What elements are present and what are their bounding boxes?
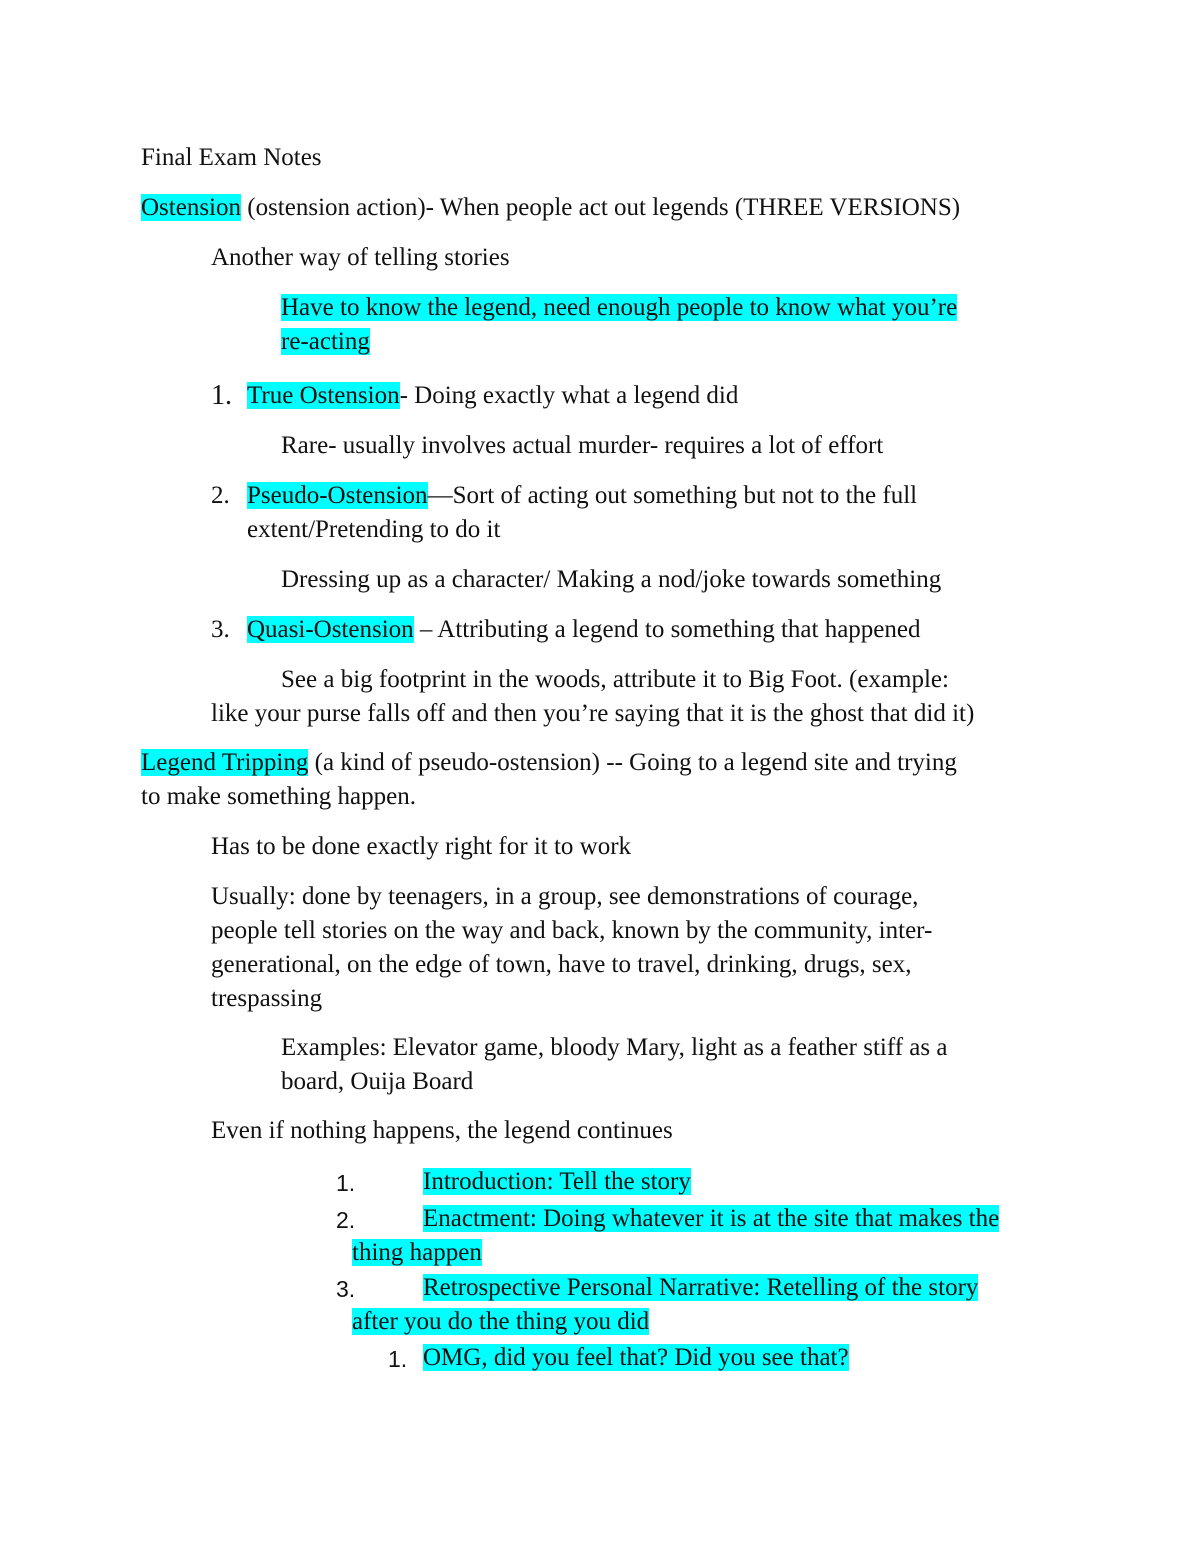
- pseudo-ostension-line-2: extent/Pretending to do it: [247, 516, 501, 543]
- ostension-definition: (ostension action)- When people act out legends (THREE VERSIONS): [241, 194, 961, 221]
- quasi-ostension-term: Quasi-Ostension: [247, 616, 414, 643]
- legend-tripping-term: Legend Tripping: [141, 749, 309, 776]
- usually-line: people tell stories on the way and back, known by the community, inter-: [211, 917, 933, 944]
- usually-line: Usually: done by teenagers, in a group, see demonstrations of courage,: [211, 883, 919, 910]
- legend-tripping-heading: Legend Tripping (a kind of pseudo-ostension) -- Going to a legend site and trying: [141, 749, 957, 776]
- legend-tripping-heading-line-2: to make something happen.: [141, 783, 416, 810]
- stage-enactment-line-1: Enactment: Doing whatever it is at the site that makes the: [423, 1205, 1000, 1232]
- stage-number: 2.: [336, 1207, 356, 1233]
- stage-enactment-line-2: thing happen: [352, 1239, 482, 1266]
- list-number: 3.: [211, 616, 230, 643]
- usually-line: generational, on the edge of town, have to travel, drinking, drugs, sex,: [211, 951, 912, 978]
- usually-line: trespassing: [211, 985, 323, 1012]
- pseudo-ostension-term: Pseudo-Ostension: [247, 482, 428, 509]
- true-ostension-detail: Rare- usually involves actual murder- requires a lot of effort: [281, 432, 884, 459]
- stage-number: 3.: [336, 1276, 356, 1302]
- true-ostension-item: True Ostension- Doing exactly what a legend did: [247, 382, 739, 409]
- list-number: 1.: [211, 380, 232, 411]
- quasi-ostension-detail-line-2: like your purse falls off and then you’re saying that it is the ghost that did it): [211, 700, 975, 727]
- page-title: Final Exam Notes: [141, 144, 322, 171]
- examples-line-1: Examples: Elevator game, bloody Mary, light as a feather stiff as a: [281, 1034, 948, 1061]
- ostension-highlight-line-1: Have to know the legend, need enough people to know what you’re: [281, 294, 958, 321]
- quasi-ostension-item: Quasi-Ostension – Attributing a legend to something that happened: [247, 616, 921, 643]
- legend-tripping-note: Has to be done exactly right for it to work: [211, 833, 632, 860]
- ostension-heading: [141, 191, 960, 225]
- pseudo-ostension-item: Pseudo-Ostension—Sort of acting out something but not to the full: [247, 482, 918, 509]
- sub-stage-number: 1.: [388, 1346, 408, 1372]
- examples-line-2: board, Ouija Board: [281, 1068, 474, 1095]
- stage-number: 1.: [336, 1170, 356, 1196]
- true-ostension-term: True Ostension: [247, 382, 400, 409]
- ostension-note: Another way of telling stories: [211, 244, 510, 271]
- stage-retrospective-line-2: after you do the thing you did: [352, 1308, 650, 1335]
- sub-stage-text: OMG, did you feel that? Did you see that?: [423, 1344, 849, 1371]
- pseudo-ostension-detail: Dressing up as a character/ Making a nod/joke towards something: [281, 566, 942, 593]
- list-number: 2.: [211, 482, 230, 509]
- legend-continues: Even if nothing happens, the legend continues: [211, 1117, 673, 1144]
- stage-retrospective-line-1: Retrospective Personal Narrative: Retelling of the story: [423, 1274, 979, 1301]
- ostension-highlight-line-2: re-acting: [281, 328, 370, 355]
- ostension-term: Ostension: [141, 194, 241, 221]
- quasi-ostension-detail: See a big footprint in the woods, attribute it to Big Foot. (example:: [281, 666, 949, 693]
- stage-introduction: Introduction: Tell the story: [423, 1168, 691, 1195]
